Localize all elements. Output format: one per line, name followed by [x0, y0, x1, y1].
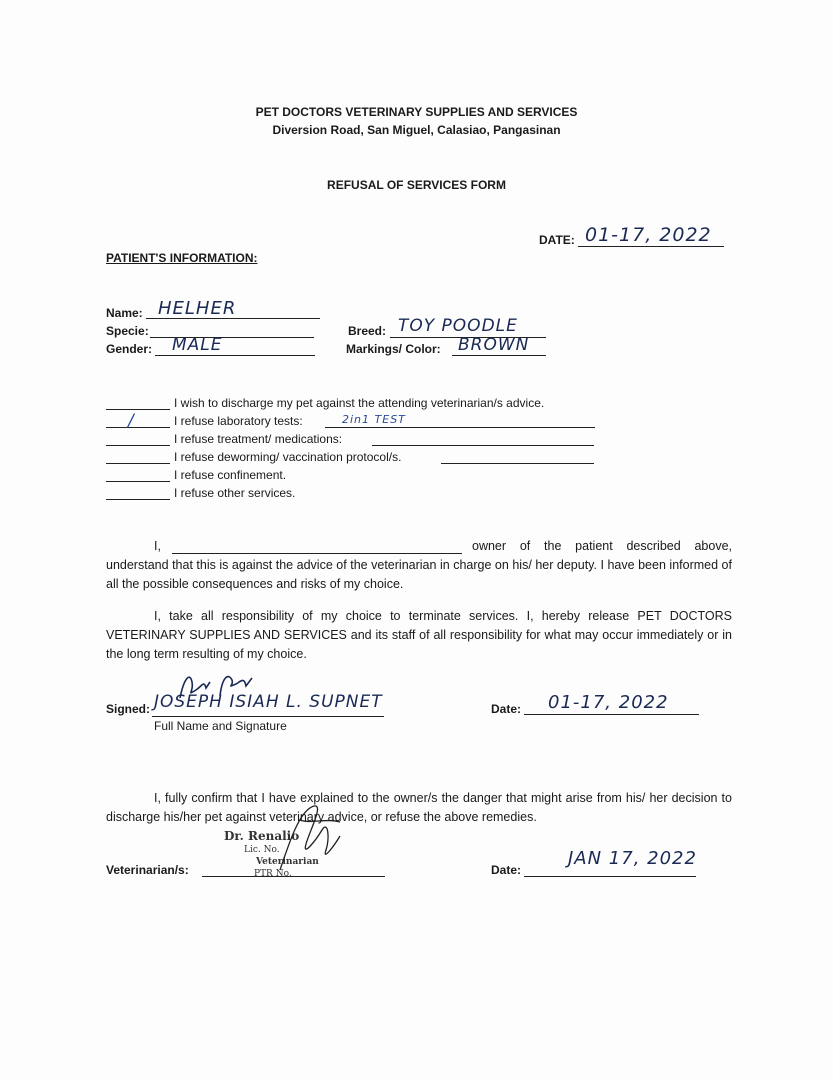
veterinarian-date-label: Date:	[491, 863, 522, 877]
name-label: Name:	[106, 306, 143, 320]
option-text: I wish to discharge my pet against the attending veterinarian/s advice.	[174, 396, 545, 410]
option-text: I refuse other services.	[174, 486, 296, 500]
signature-date-line	[524, 714, 699, 715]
signature-line	[152, 716, 384, 717]
option-detail-line	[325, 427, 595, 428]
option-text: I refuse treatment/ medications:	[174, 432, 343, 446]
stamp-name: Dr. Renalio	[224, 829, 300, 843]
option-blank	[106, 481, 170, 482]
signature-date-value: 01-17, 2022	[548, 692, 669, 713]
signature-value: JOSEPH ISIAH L. SUPNET	[154, 692, 383, 712]
confirmation-text: I, fully confirm that I have explained to the owner/s the danger that might arise from his/ her decision to discharge his/her pet against veterinary advice, or refuse the above remedies.	[106, 791, 732, 824]
markings-label: Markings/ Color:	[346, 342, 441, 356]
markings-value: BROWN	[458, 335, 530, 355]
owner-name-line	[172, 553, 462, 554]
company-address: Diversion Road, San Miguel, Calasiao, Pangasinan	[272, 123, 561, 137]
date-line	[578, 246, 724, 247]
option-blank	[106, 463, 170, 464]
owner-prefix: I,	[154, 539, 161, 553]
signed-label: Signed:	[106, 702, 150, 716]
patient-info-heading: PATIENT'S INFORMATION:	[106, 251, 258, 265]
gender-label: Gender:	[106, 342, 153, 356]
date-value: 01-17, 2022	[585, 224, 712, 246]
stamp-role: Veterinarian	[256, 857, 319, 867]
gender-line	[155, 355, 315, 356]
stamp-ptr: PTR No.	[254, 869, 292, 879]
option-blank	[106, 445, 170, 446]
stamp-license: Lic. No.	[244, 845, 280, 855]
markings-line	[452, 355, 546, 356]
breed-value: TOY POODLE	[398, 316, 518, 336]
date-label: DATE:	[539, 233, 575, 247]
veterinarian-label: Veterinarian/s:	[106, 863, 189, 877]
option-blank	[106, 427, 170, 428]
option-blank	[106, 409, 170, 410]
option-mark: /	[128, 411, 135, 431]
company-name: PET DOCTORS VETERINARY SUPPLIES AND SERVICES	[255, 105, 578, 119]
option-blank	[106, 499, 170, 500]
veterinarian-date-line	[524, 876, 696, 877]
veterinarian-date-value: JAN 17, 2022	[568, 848, 697, 869]
option-detail: 2in1 TEST	[342, 413, 406, 426]
responsibility-text: I, take all responsibility of my choice to terminate services. I, hereby release PET DOCTORS VETERINARY SUPPLIES AND SERVICES and its staff of all responsibility for what may occur immediately or in the long term resulting of my choice.	[106, 609, 732, 661]
signature-date-label: Date:	[491, 702, 522, 716]
gender-value: MALE	[172, 335, 223, 355]
owner-statement-text: understand that this is against the advice of the veterinarian in charge on his/ her deputy. I have been informed of all the possible consequences and risks of my choice.	[106, 558, 732, 591]
option-detail-line	[372, 445, 594, 446]
owner-suffix: owner of the patient described above,	[472, 539, 732, 553]
specie-label: Specie:	[106, 324, 149, 338]
veterinarian-signature	[270, 800, 360, 880]
option-text: I refuse deworming/ vaccination protocol/s.	[174, 450, 402, 464]
form-title: REFUSAL OF SERVICES FORM	[327, 178, 506, 192]
option-detail-line	[441, 463, 594, 464]
option-text: I refuse laboratory tests:	[174, 414, 303, 428]
breed-label: Breed:	[348, 324, 387, 338]
signature-caption: Full Name and Signature	[154, 719, 287, 733]
name-value: HELHER	[158, 298, 237, 319]
option-text: I refuse confinement.	[174, 468, 287, 482]
